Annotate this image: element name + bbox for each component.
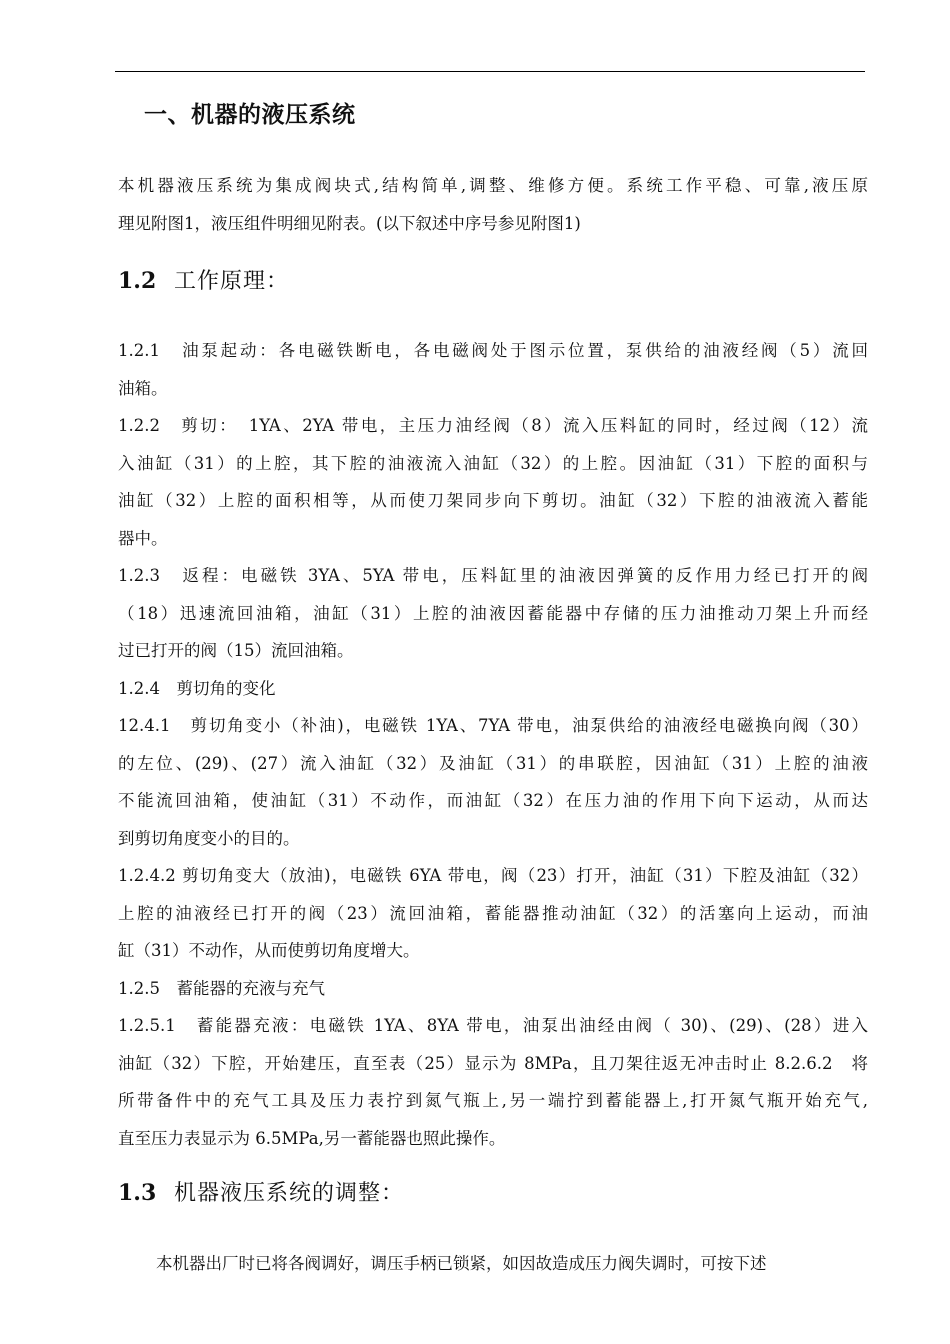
body-line: 12.4.1 剪切角变小（补油)，电磁铁 1YA、7YA 带电，油泵供给的油液经电磁换向阀（30） <box>118 716 868 735</box>
working-principle-body <box>118 332 868 1157</box>
body-line: 1.2.1 油泵起动：各电磁铁断电，各电磁阀处于图示位置，泵供给的油液经阀（5）流回 <box>118 341 868 360</box>
body-line: 油缸（32）上腔的面积相等，从而使刀架同步向下剪切。油缸（32）下腔的油液流入蓄能 <box>118 491 868 510</box>
body-line: 油缸（32）下腔，开始建压，直至表（25）显示为 8MPa，且刀架往返无冲击时止 8.2.6.2 将 <box>118 1053 868 1073</box>
section-number: 1.2 <box>118 268 157 294</box>
body-line: 过已打开的阀（15）流回油箱。 <box>118 641 354 660</box>
body-line: 到剪切角度变小的目的。 <box>118 828 300 848</box>
body-line: 上腔的油液经已打开的阀（23）流回油箱，蓄能器推动油缸（32）的活塞向上运动，而油 <box>118 903 868 923</box>
body-line: 所带备件中的充气工具及压力表拧到氮气瓶上,另一端拧到蓄能器上,打开氮气瓶开始充气, <box>118 1091 868 1110</box>
adjustment-paragraph: 本机器出厂时已将各阀调好，调压手柄已锁紧，如因故造成压力阀失调时，可按下述 <box>156 1254 767 1273</box>
chapter-heading: 一、机器的液压系统 <box>144 102 356 128</box>
intro-line: 理见附图1，液压组件明细见附表。(以下叙述中序号参见附图1) <box>118 213 581 233</box>
body-line: 1.2.5 蓄能器的充液与充气 <box>118 978 325 998</box>
body-line: 1.2.3 返程：电磁铁 3YA、5YA 带电，压料缸里的油液因弹簧的反作用力经已打开的阀 <box>118 566 868 585</box>
section-title: 工作原理： <box>174 269 290 294</box>
section-number: 1.3 <box>118 1180 157 1206</box>
body-line: （18）迅速流回油箱，油缸（31）上腔的油液因蓄能器中存储的压力油推动刀架上升而经 <box>118 603 868 623</box>
body-line: 油箱。 <box>118 378 168 398</box>
body-line: 1.2.5.1 蓄能器充液：电磁铁 1YA、8YA 带电，油泵出油经由阀（ 30)、(29)、(28）进入 <box>118 1016 868 1035</box>
body-line: 缸（31）不动作，从而使剪切角度增大。 <box>118 941 420 960</box>
section-heading-1-3 <box>118 1176 404 1207</box>
body-line: 不能流回油箱，使油缸（31）不动作，而油缸（32）在压力油的作用下向下运动，从而达 <box>118 791 868 810</box>
body-line: 1.2.2 剪切： 1YA、2YA 带电，主压力油经阀（8）流入压料缸的同时，经过阀（12）流 <box>118 416 868 435</box>
intro-line: 本机器液压系统为集成阀块式,结构简单,调整、维修方便。系统工作平稳、可靠,液压原 <box>118 176 868 195</box>
section-heading-1-2 <box>118 264 289 295</box>
section-title: 机器液压系统的调整： <box>174 1181 405 1206</box>
body-line: 1.2.4.2 剪切角变大（放油)，电磁铁 6YA 带电，阀（23）打开，油缸（31）下腔及油缸（32） <box>118 866 868 885</box>
body-line: 器中。 <box>118 528 168 548</box>
body-line: 的左位、(29)、(27）流入油缸（32）及油缸（31）的串联腔，因油缸（31）上腔的油液 <box>118 753 868 773</box>
intro-paragraph <box>118 167 868 242</box>
body-line: 直至压力表显示为 6.5MPa,另一蓄能器也照此操作。 <box>118 1128 506 1148</box>
header-rule <box>115 71 865 72</box>
body-line: 1.2.4 剪切角的变化 <box>118 678 276 698</box>
body-line: 入油缸（31）的上腔，其下腔的油液流入油缸（32）的上腔。因油缸（31）下腔的面积与 <box>118 453 868 473</box>
